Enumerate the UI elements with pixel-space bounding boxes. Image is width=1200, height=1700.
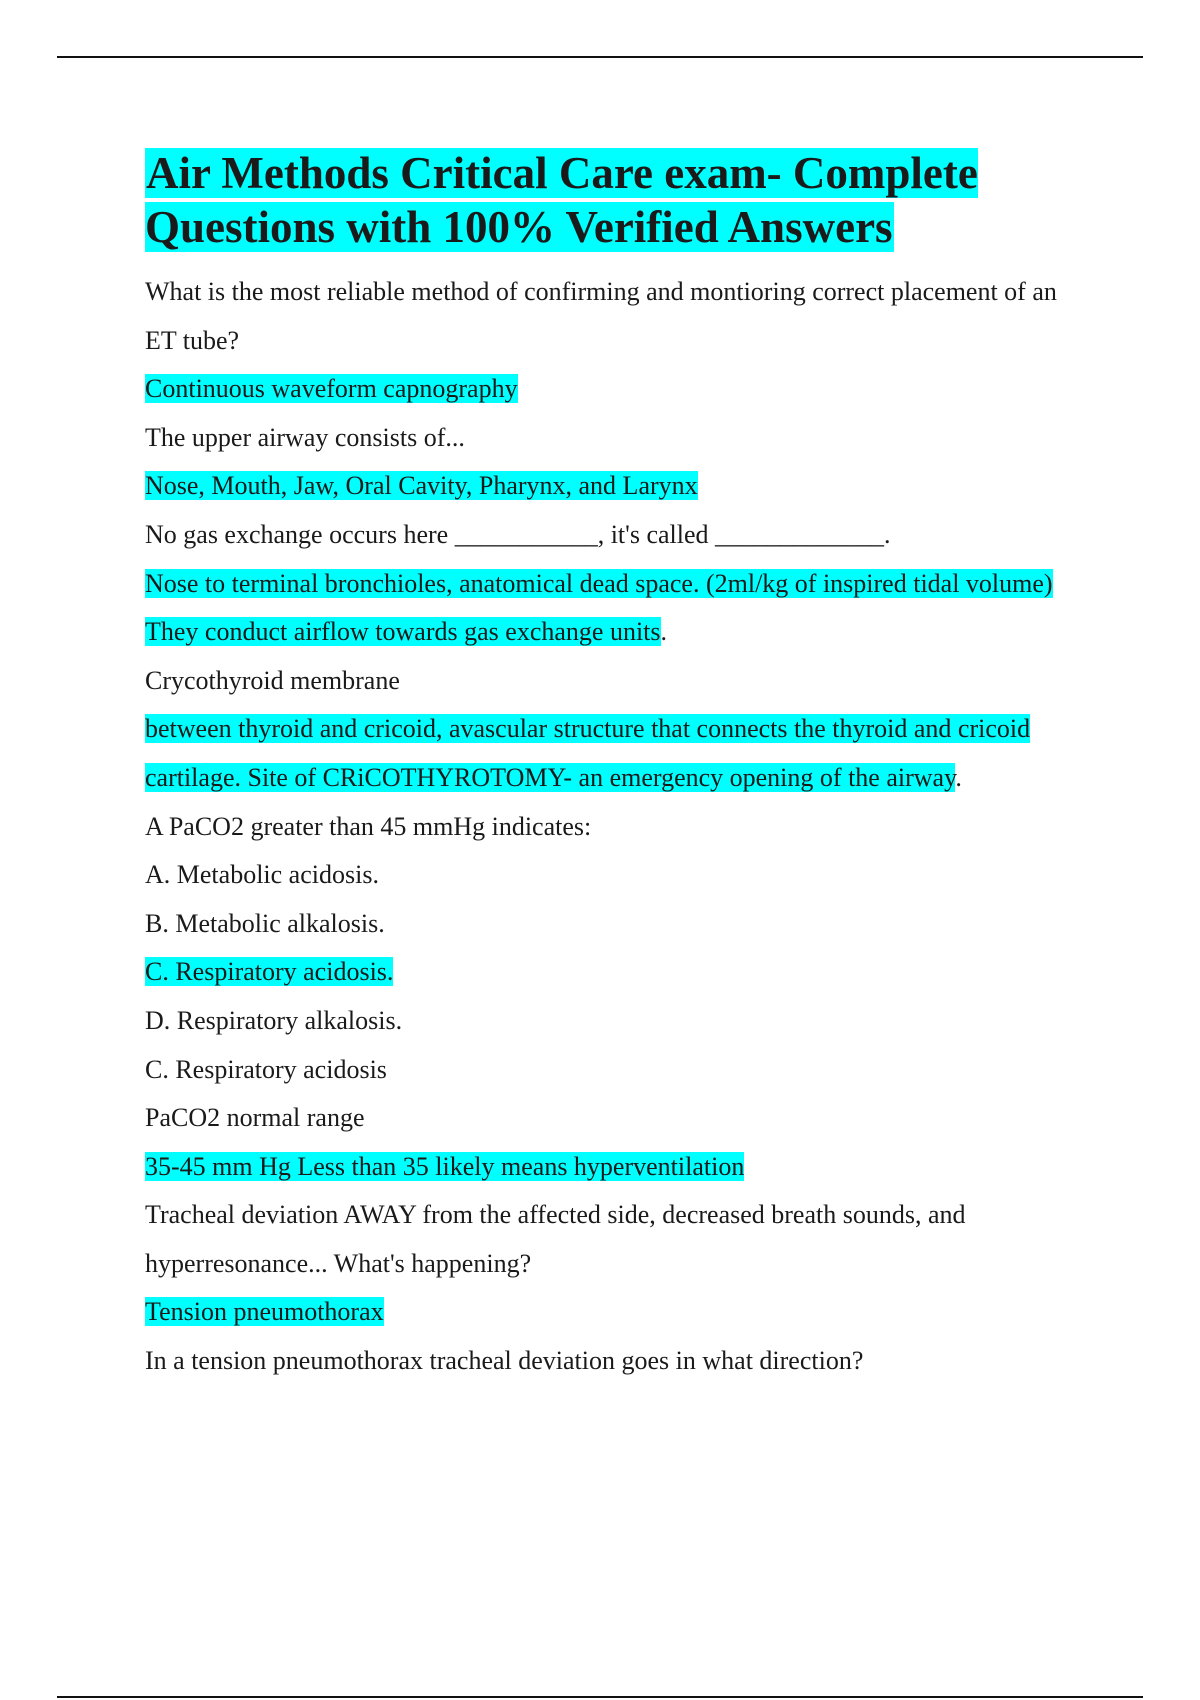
top-rule — [57, 56, 1143, 58]
answer-line: between thyroid and cricoid, avascular structure that connects the thyroid and cricoid cartilage. Site of CRiCOTHYROTOMY- an emergency opening of the airway. — [145, 714, 1031, 792]
question-line: A PaCO2 greater than 45 mmHg indicates: — [145, 811, 592, 841]
answer-line: 35-45 mm Hg Less than 35 likely means hyperventilation — [145, 1151, 745, 1181]
question-line: PaCO2 normal range — [145, 1103, 365, 1133]
bottom-rule — [57, 1696, 1143, 1698]
answer-line: C. Respiratory acidosis — [145, 1054, 387, 1084]
question-line: What is the most reliable method of confirming and montioring correct placement of an ET tube? — [145, 277, 1057, 355]
question-line: Crycothyroid membrane — [145, 665, 400, 695]
document-body — [145, 146, 1085, 1386]
question-line: No gas exchange occurs here ___________, it's called _____________. — [145, 519, 891, 549]
question-line: In a tension pneumothorax tracheal deviation goes in what direction? — [145, 1346, 864, 1376]
option-line: A. Metabolic acidosis. — [145, 860, 379, 890]
answer-line: Nose, Mouth, Jaw, Oral Cavity, Pharynx, and Larynx — [145, 471, 698, 501]
option-line: B. Metabolic alkalosis. — [145, 908, 385, 938]
answer-line: Continuous waveform capnography — [145, 374, 518, 404]
answer-line: Tension pneumothorax — [145, 1297, 384, 1327]
question-line: The upper airway consists of... — [145, 422, 465, 452]
answer-line: Nose to terminal bronchioles, anatomical dead space. (2ml/kg of inspired tidal volume) They conduct airflow towards gas exchange units. — [145, 568, 1053, 647]
option-line: D. Respiratory alkalosis. — [145, 1005, 403, 1035]
question-line: Tracheal deviation AWAY from the affected side, decreased breath sounds, and hyperresonance... What's happening? — [145, 1200, 966, 1278]
document-title: Air Methods Critical Care exam- Complete Questions with 100% Verified Answers — [145, 148, 978, 252]
answer-option-line: C. Respiratory acidosis. — [145, 957, 394, 987]
